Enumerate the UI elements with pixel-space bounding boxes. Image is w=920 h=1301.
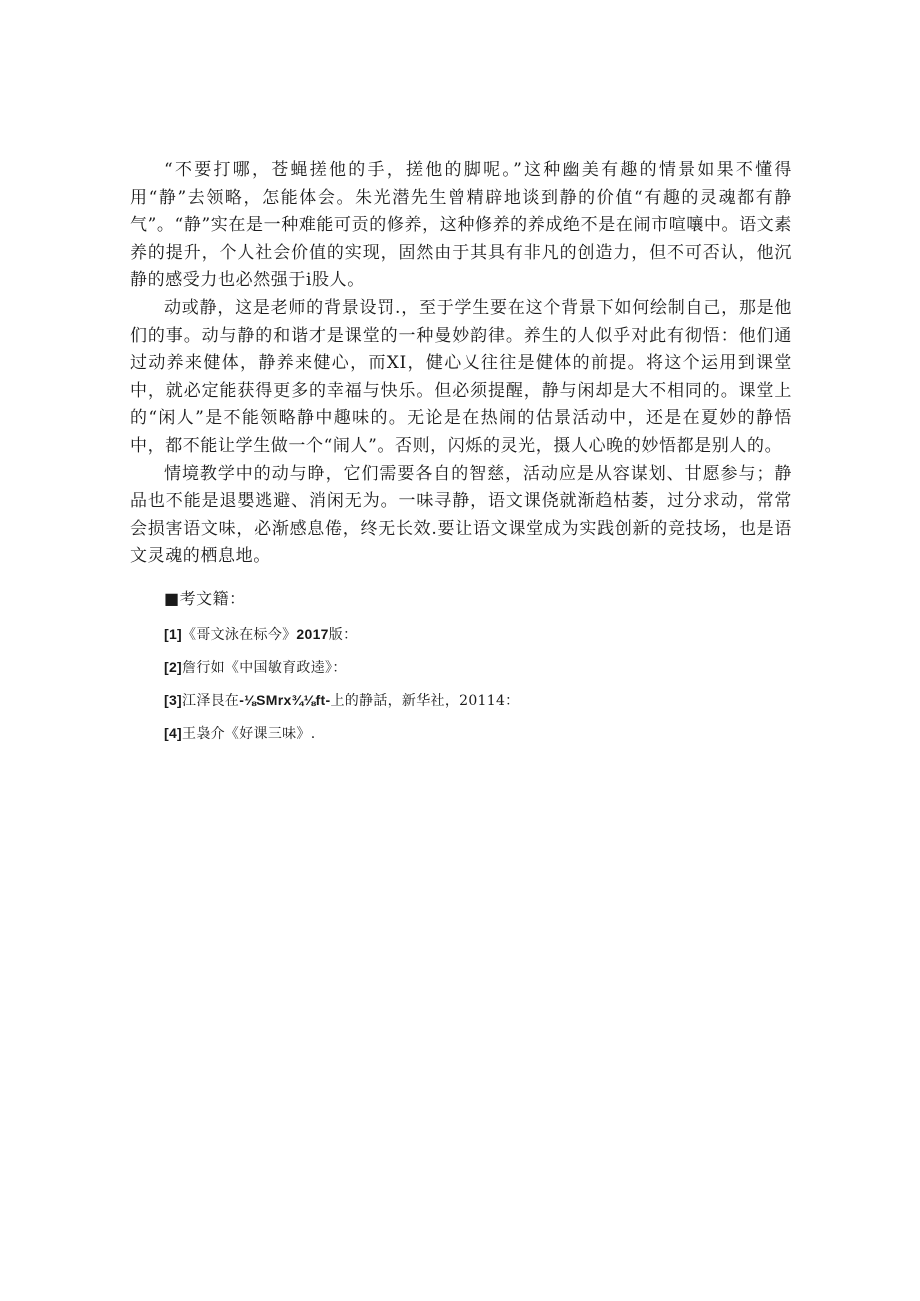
references-section	[130, 586, 792, 744]
references-heading: ■考文籍：	[164, 589, 246, 608]
reference-item-2	[164, 657, 792, 678]
reference-text: 王袅介《好课三味》.	[182, 726, 316, 742]
reference-item-4	[164, 723, 792, 744]
paragraph-2: 动或静，这是老师的背景设罚.，至于学生要在这个背景下如何绘制自己，那是他们的事。动与静的和谐才是课堂的一种曼妙韵律。养生的人似乎对此有彻悟：他们通过动养来健体，静养来健心，而XI，健心乂往往是健体的前提。将这个运用到课堂中，就必定能获得更多的幸福与快乐。但必须提醒，静与闲却是大不相同的。课堂上的“闲人”是不能领略静中趣味的。无论是在热闹的估景活动中，还是在夏妙的静悟中，都不能让学生做一个“闹人”。否则，闪烁的灵光，摄人心晚的妙悟都是别人的。	[130, 297, 792, 456]
reference-item-1	[164, 624, 792, 645]
paragraph-1: “不要打哪，苍蝇搓他的手，搓他的脚呢。”这种幽美有趣的情景如果不懂得用“静”去领略，怎能体会。朱光潜先生曾精辟地谈到静的价值“有趣的灵魂都有静气”。“静”实在是一种难能可贡的修养，这种修养的养成绝不是在闹市喧嚷中。语文素养的提升，个人社会价值的实现，固然由于其具有非凡的创造力，但不可否认，他沉静的感受力也必然强于i股人。	[130, 160, 792, 291]
reference-number: [1]	[164, 626, 183, 642]
paragraph-3: 情境教学中的动与睁，它们需要各自的智慈，活动应是从容谋划、甘愿参与；静品也不能是退嬰逃避、消闲无为。一味寻静，语文课侥就渐趋枯萎，过分求动，常常会损害语文味，必渐感息倦，终无长效.要让语文课堂成为实践创新的竞技场，也是语文灵魂的栖息地。	[130, 463, 792, 567]
reference-text-tail: 上的静話，新华社，20114：	[330, 693, 520, 709]
reference-number: [2]	[164, 659, 183, 675]
reference-item-3	[164, 690, 792, 711]
reference-number: [4]	[164, 725, 183, 741]
reference-text: 詹行如《中国敏育政逵》：	[182, 660, 347, 676]
reference-year: 2017	[296, 626, 329, 642]
reference-text: 江泽艮在	[182, 693, 240, 709]
reference-garbled-title: -⅛SMrx¾⅛ft-	[239, 692, 331, 708]
reference-text-tail: 版：	[328, 627, 358, 643]
reference-number: [3]	[164, 692, 183, 708]
body-text	[130, 157, 792, 571]
reference-text: 《哥文泳在标今》	[182, 627, 297, 643]
